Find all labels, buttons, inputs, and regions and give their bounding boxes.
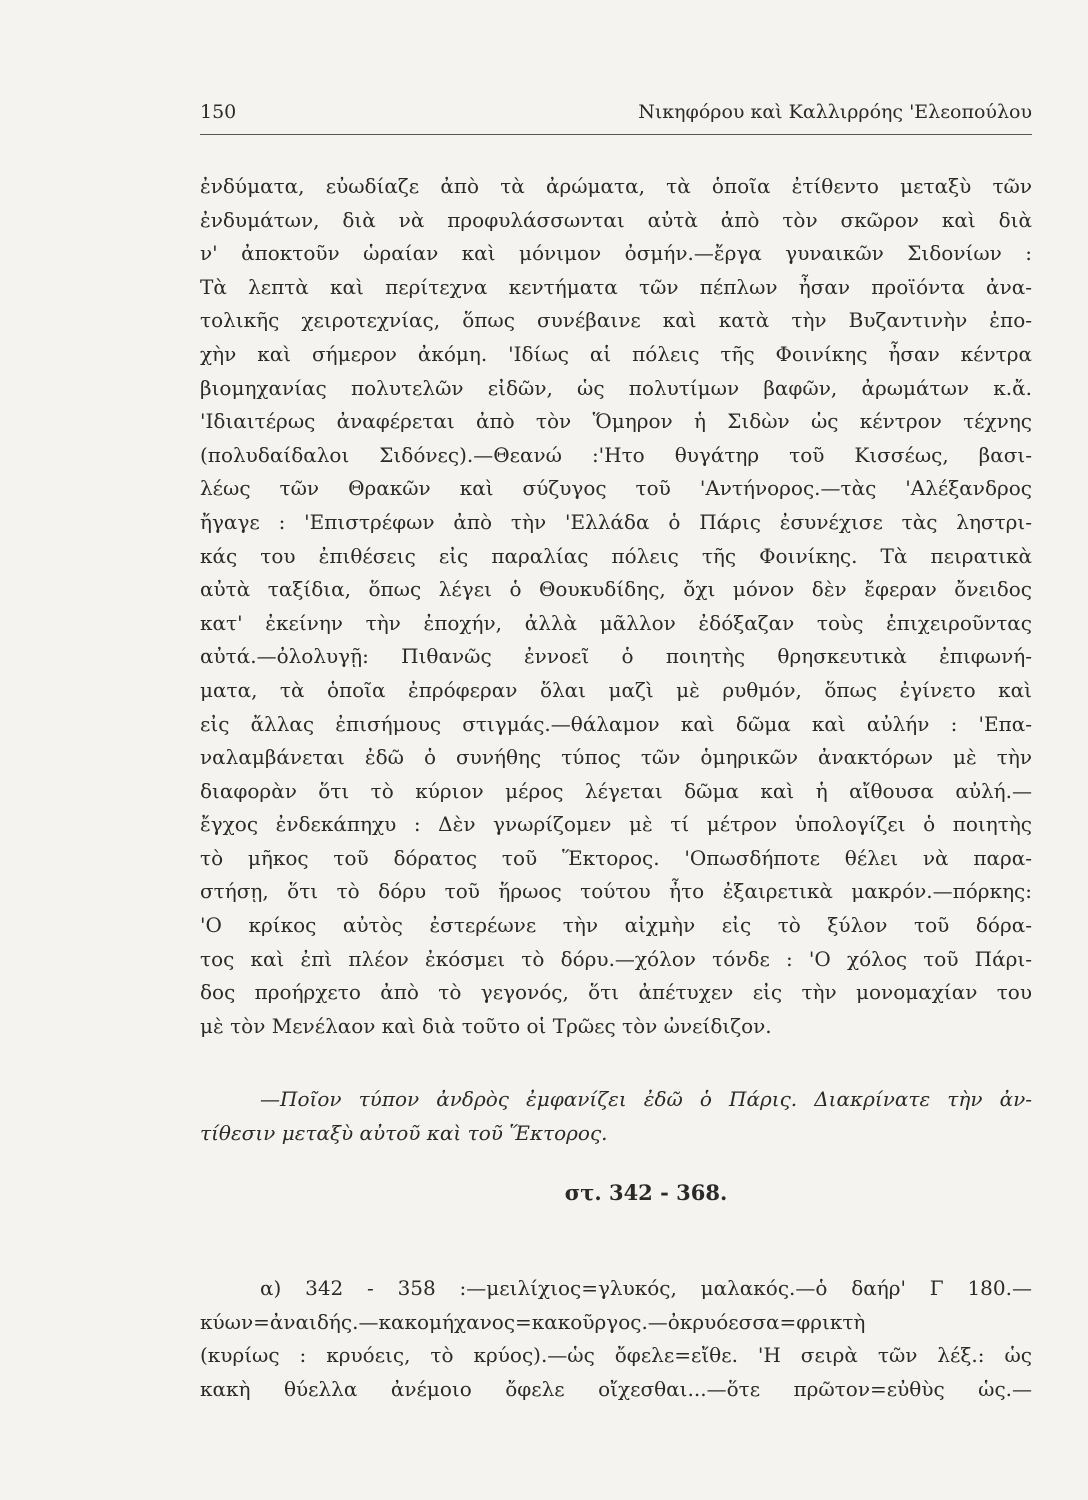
text-line: ἐνδύματα, εὐωδίαζε ἀπὸ τὰ ἀρώματα, τὰ ὁποῖα ἐτίθεντο μεταξὺ τῶν: [200, 174, 1032, 198]
text-line: λέως τῶν Θρακῶν καὶ σύζυγος τοῦ 'Αντήνορος.—τὰς 'Αλέξανδρος: [200, 476, 1032, 501]
question-line: τίθεσιν μεταξὺ αὐτοῦ καὶ τοῦ Ἕκτορος.: [200, 1120, 608, 1145]
text-line: διαφορὰν ὅτι τὸ κύριον μέρος λέγεται δῶμα καὶ ἡ αἴθουσα αὐλή.—: [200, 778, 1032, 803]
running-title: Νικηφόρου καὶ Καλλιρρόης 'Ελεοπούλου: [638, 101, 1032, 123]
text-line: 'Ο κρίκος αὐτὸς ἐστερέωνε τὴν αἰχμὴν εἰς τὸ ξύλον τοῦ δόρα-: [200, 913, 1032, 938]
text-line: ναλαμβάνεται ἐδῶ ὁ συνήθης τύπος τῶν ὁμηρικῶν ἀνακτόρων μὲ τὴν: [200, 745, 1032, 770]
text-line: 'Ιδιαιτέρως ἀναφέρεται ἀπὸ τὸν Ὅμηρον ἡ Σιδὼν ὡς κέντρον τέχνης: [200, 409, 1032, 434]
text-line: μὲ τὸν Μενέλαον καὶ διὰ τοῦτο οἱ Τρῶες τὸν ὠνείδιζον.: [200, 1013, 772, 1038]
note-line: α) 342 - 358 :—μειλίχιος=γλυκός, μαλακός.—ὁ δαήρ' Γ 180.—: [260, 1276, 1032, 1300]
text-line: (πολυδαίδαλοι Σιδόνες).—Θεανώ :'Ητο θυγάτηρ τοῦ Κισσέως, βασι-: [200, 442, 1032, 467]
text-line: τὸ μῆκος τοῦ δόρατος τοῦ Ἕκτορος. 'Οπωσδήποτε θέλει νὰ παρα-: [200, 845, 1032, 870]
section-heading: στ. 342 - 368.: [564, 1180, 728, 1205]
note-line: (κυρίως : κρυόεις, τὸ κρύος).—ὡς ὄφελε=εἴθε. 'Η σειρὰ τῶν λέξ.: ὡς: [200, 1343, 1032, 1368]
text-line: εἰς ἄλλας ἐπισήμους στιγμάς.—θάλαμον καὶ δῶμα καὶ αὐλήν : 'Επα-: [200, 711, 1032, 736]
verse-notes: [200, 1272, 1032, 1406]
text-line: αὐτά.—ὀλολυγῇ: Πιθανῶς ἐννοεῖ ὁ ποιητὴς θρησκευτικὰ ἐπιφωνή-: [200, 644, 1032, 669]
text-line: ν' ἀποκτοῦν ὡραίαν καὶ μόνιμον ὀσμήν.—ἔργα γυναικῶν Σιδονίων :: [200, 241, 1032, 266]
text-line: κατ' ἐκείνην τὴν ἐποχήν, ἀλλὰ μᾶλλον ἐδόξαζαν τοὺς ἐπιχειροῦντας: [200, 610, 1032, 635]
page-number: 150: [200, 101, 237, 123]
text-line: ἐνδυμάτων, διὰ νὰ προφυλάσσωνται αὐτὰ ἀπὸ τὸν σκῶρον καὶ διὰ: [200, 207, 1032, 232]
note-line: κύων=ἀναιδής.—κακομήχανος=κακοῦργος.—ὀκρυόεσσα=φρικτὴ: [200, 1309, 866, 1334]
text-line: χὴν καὶ σήμερον ἀκόμη. 'Ιδίως αἱ πόλεις τῆς Φοινίκης ἦσαν κέντρα: [200, 341, 1032, 366]
text-line: ἤγαγε : 'Επιστρέφων ἀπὸ τὴν 'Ελλάδα ὁ Πάρις ἐσυνέχισε τὰς ληστρι-: [200, 509, 1032, 534]
text-line: ἔγχος ἐνδεκάπηχυ : Δὲν γνωρίζομεν μὲ τί μέτρον ὑπολογίζει ὁ ποιητὴς: [200, 812, 1032, 837]
text-line: τολικῆς χειροτεχνίας, ὅπως συνέβαινε καὶ κατὰ τὴν Βυζαντινὴν ἐπο-: [200, 308, 1032, 333]
text-line: Τὰ λεπτὰ καὶ περίτεχνα κεντήματα τῶν πέπλων ἦσαν προϊόντα ἀνα-: [200, 274, 1032, 299]
commentary-text: [200, 170, 1032, 1043]
text-line: βιομηχανίας πολυτελῶν εἰδῶν, ὡς πολυτίμων βαφῶν, ἀρωμάτων κ.ἄ.: [200, 375, 1032, 400]
study-question: [200, 1083, 1032, 1150]
note-line: κακὴ θύελλα ἀνέμοιο ὄφελε οἴχεσθαι...—ὅτε πρῶτον=εὐθὺς ὡς.—: [200, 1376, 1032, 1401]
page-header: [200, 98, 1032, 130]
text-line: κάς του ἐπιθέσεις εἰς παραλίας πόλεις τῆς Φοινίκης. Τὰ πειρατικὰ: [200, 543, 1032, 568]
text-line: δος προήρχετο ἀπὸ τὸ γεγονός, ὅτι ἀπέτυχεν εἰς τὴν μονομαχίαν του: [200, 980, 1032, 1005]
question-line: —Ποῖον τύπον ἀνδρὸς ἐμφανίζει ἐδῶ ὁ Πάρις. Διακρίνατε τὴν ἀν-: [260, 1087, 1032, 1111]
header-rule: [200, 134, 1032, 135]
text-line: τος καὶ ἐπὶ πλέον ἐκόσμει τὸ δόρυ.—χόλον τόνδε : 'Ο χόλος τοῦ Πάρι-: [200, 946, 1032, 971]
text-line: αὐτὰ ταξίδια, ὅπως λέγει ὁ Θουκυδίδης, ὄχι μόνον δὲν ἔφεραν ὄνειδος: [200, 577, 1032, 602]
text-line: ματα, τὰ ὁποῖα ἐπρόφεραν ὅλαι μαζὶ μὲ ρυθμόν, ὅπως ἐγίνετο καὶ: [200, 677, 1032, 702]
text-line: στήσῃ, ὅτι τὸ δόρυ τοῦ ἥρωος τούτου ἦτο ἐξαιρετικὰ μακρόν.—πόρκης:: [200, 879, 1032, 904]
